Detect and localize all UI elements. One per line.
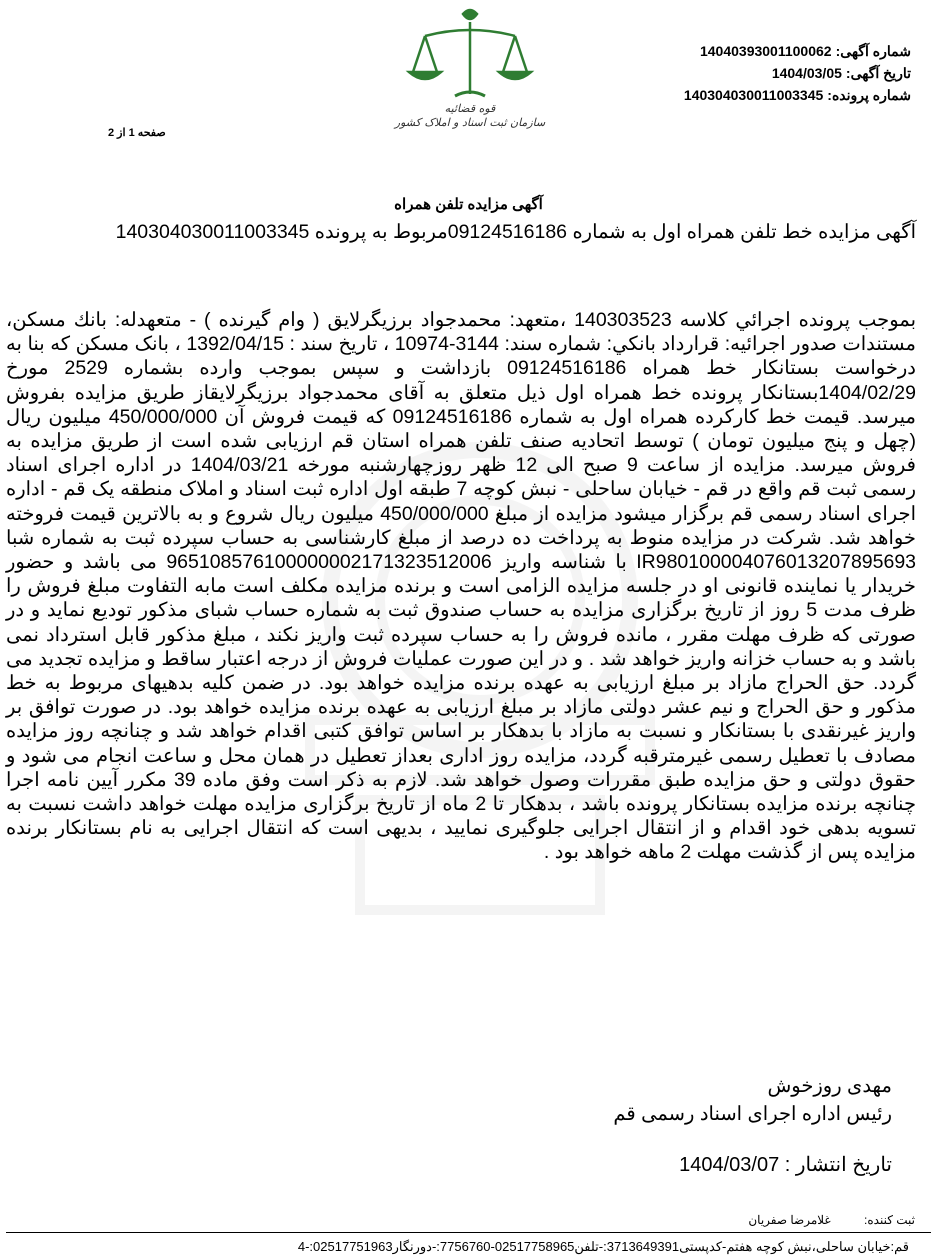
- emblem-caption-line2: سازمان ثبت اسناد و املاک کشور: [394, 116, 546, 129]
- ad-date-row: [684, 62, 911, 84]
- header-info: [684, 40, 911, 106]
- footer-address: قم:خیابان ساحلی،نبش کوچه هفتم-کدپستی3713649391:-تلفن02517758965-7756760:-دورنگار02517751963:-4: [297, 1239, 909, 1254]
- publish-date: 1404/03/07: [679, 1154, 780, 1176]
- ad-number-row: [684, 40, 911, 62]
- ad-date-label: تاریخ آگهی:: [845, 65, 911, 81]
- page-indicator: صفحه 1 از 2: [108, 127, 166, 139]
- ad-number-label: شماره آگهی:: [835, 43, 911, 59]
- ad-date: 1404/03/05: [771, 65, 842, 81]
- registrar-row: [748, 1213, 915, 1227]
- publish-date-row: [679, 1152, 892, 1177]
- registrar-name: غلامرضا صفریان: [748, 1213, 831, 1227]
- notice-body: بموجب پرونده اجرائي كلاسه 140303523 ،متعهد: محمدجواد برزيگرلايق ( وام گيرنده ) - متعهدله: بانك مسكن، مستندات صدور اجرائيه: قرارداد بانكي: شماره سند: 3144-10974 ، تاریخ سند : 1392/04/15 ، بانک مسکن كه بنا به درخواست بستانکار خط همراه 09124516186 بازداشت و سپس بموجب وارده بشماره 2529 مورخ 1404/02/29بستانکار پرونده خط همراه اول ذیل متعلق به آقای محمدجواد برزیگرلایقاز طریق مزایده بفروش میرسد. قیمت خط کارکرده همراه اول به شماره 09124516186 که قیمت فروش آن 450/000/000 میلیون ریال (چهل و پنج میلیون تومان ) توسط اتحادیه صنف تلفن همراه استان قم ارزیابی شده است از طریق مزایده به فروش میرسد. مزایده از ساعت 9 صبح الی 12 ظهر روزچهارشنبه مورخه 1404/03/21 در اداره اجرای اسناد رسمی ثبت قم واقع در قم - خیابان ساحلی - نبش کوچه 7 طبقه اول اداره ثبت اسناد و املاک منطقه یک قم - اداره اجرای اسناد رسمی قم برگزار میشود مزایده از مبلغ 450/000/000 میلیون ریال شروع و به بالاترین قیمت فروخته خواهد شد. شرکت در مزایده منوط به پرداخت ده درصد از مبلغ کارشناسی به حساب سپرده ثبت به شماره شبا IR980100004076013207895693 با شناسه واریز 965108576100000002171323512006 می باشد و حضور خریدار یا نماینده قانونی او در جلسه مزایده الزامی است و برنده مزایده مکلف است مابه التفاوت مبلغ فروش را ظرف مدت 5 روز از تاریخ برگزاری مزایده به حساب صندوق ثبت به شماره حساب شبای مذکور تودیع نماید و در صورتی که ظرف مهلت مقرر ، مانده فروش را به حساب سپرده ثبت واریز نکند ، مبلغ مذکور قابل استرداد نمی باشد و به حساب خزانه واریز خواهد شد . و در این صورت عملیات فروش از درجه اعتبار ساقط و مزایده تجدید می گردد. حق الحراج مازاد بر مبلغ ارزیابی به عهده برنده مزایده خواهد بود. در ضمن کلیه بدهیهای مربوط به خط مذکور و حق الحراج و نیم عشر دولتی مازاد بر مبلغ ارزیابی به عهده برنده مزایده خواهد بود. در صورت توافق بر واریز غیرنقدی با بستانکار و نسبت به مازاد با بدهکار بر اساس توافق کتبی اقدام خواهد شد و چنانچه روز مزایده مصادف با تعطیل رسمی غیرمترقبه گردد، مزایده روز اداری بعداز تعطیل در همان محل و ساعت انجام می شود و حقوق دولتی و حق مزایده طبق مقررات وصول خواهد شد. لازم به ذکر است وفق ماده 39 مکرر آیین نامه اجرا چنانچه برنده مزایده بستانکار پرونده باشد ، بدهکار تا 2 ماه از تاریخ برگزاری مزایده مهلت خواهد داشت نسبت به تسویه بدهی خود اقدام و از انتقال اجرایی جلوگیری نمایید ، بدیهی است که انتقال اجرایی به نام بستانکار برنده مزایده پس از گذشت مهلت 2 ماهه خواهد بود .: [6, 309, 917, 864]
- signatory-title: رئیس اداره اجرای اسناد رسمی قم: [613, 1103, 892, 1125]
- case-number-label: شماره پرونده:: [827, 87, 911, 103]
- footer-divider: [6, 1232, 931, 1233]
- ad-number: 14040393001100062: [699, 43, 832, 59]
- emblem-caption-line1: قوه قضائیه: [444, 102, 496, 115]
- registrar-label: ثبت کننده:: [864, 1213, 915, 1227]
- emblem-caption: [370, 102, 570, 130]
- notice-intro: آگهی مزایده خط تلفن همراه اول به شماره 09124516186مربوط به پرونده 140304030011003345: [115, 221, 916, 243]
- notice-title: آگهی مزایده تلفن همراه: [394, 196, 543, 213]
- case-number-row: [684, 84, 911, 106]
- publish-date-label: تاریخ انتشار :: [784, 1154, 892, 1176]
- signatory-name: مهدی روزخوش: [767, 1075, 892, 1097]
- case-number: 140304030011003345: [683, 87, 824, 103]
- signature-block: [613, 1072, 892, 1128]
